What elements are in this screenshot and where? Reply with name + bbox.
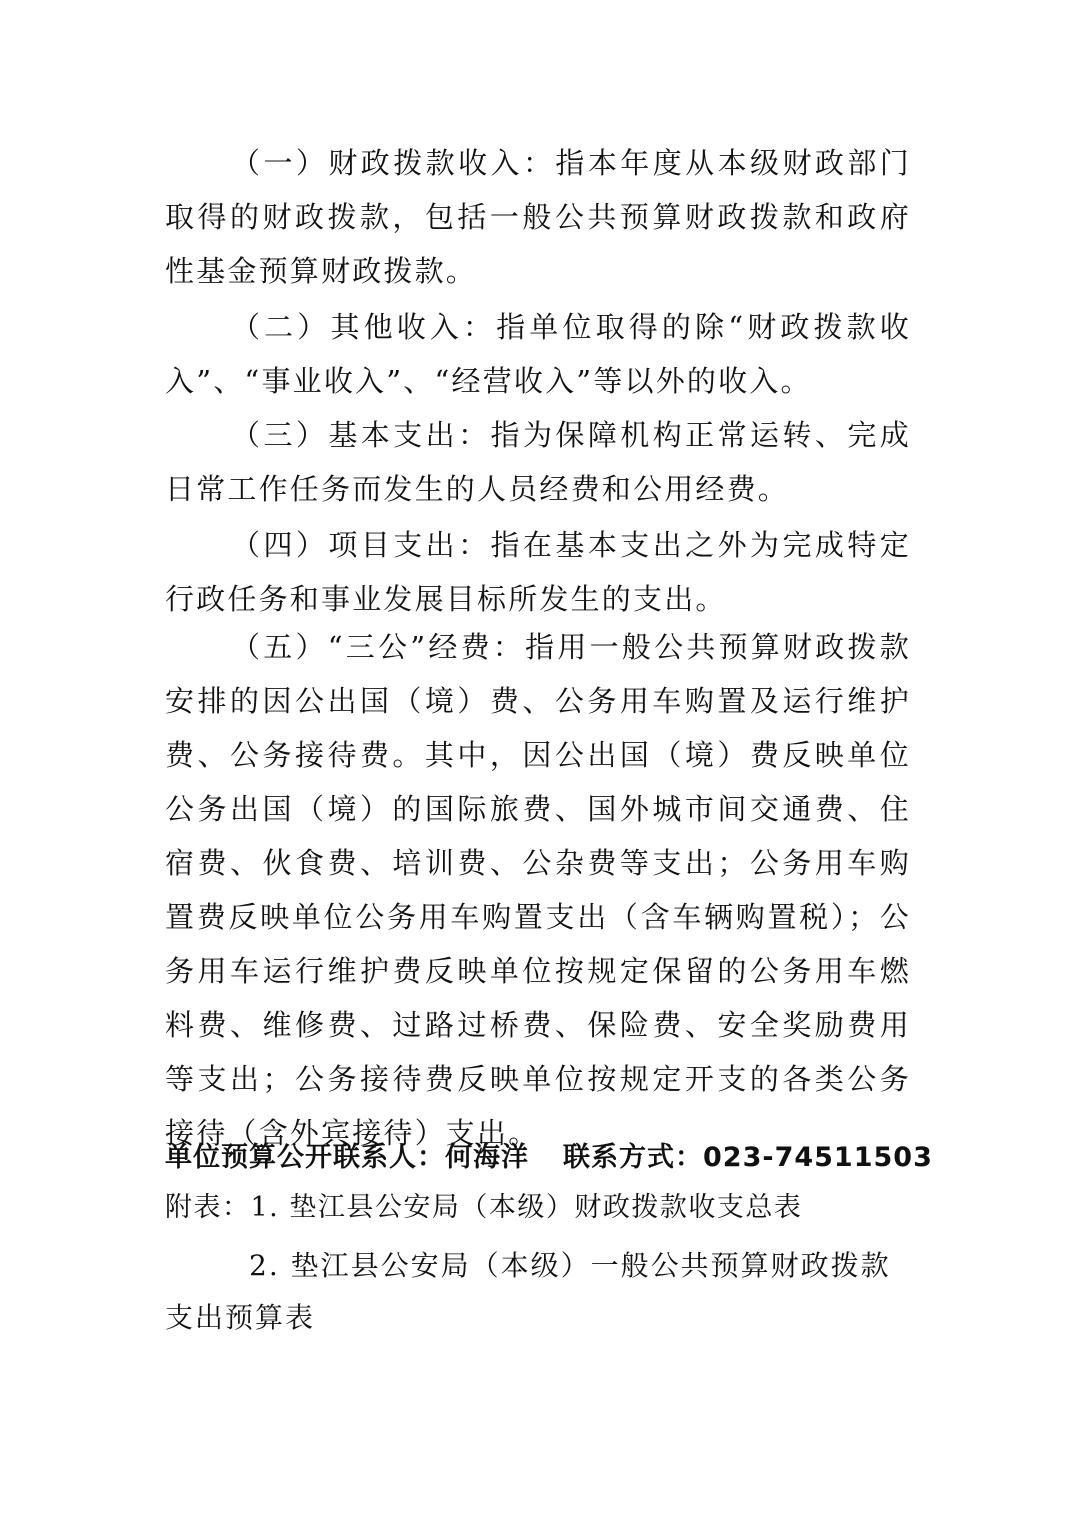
paragraph-three-public-expenses: （五）“三公”经费：指用一般公共预算财政拨款安排的因公出国（境）费、公务用车购置及运行维护费、公务接待费。其中，因公出国（境）费反映单位公务出国（境）的国际旅费、国外城市间交通费、住宿费、伙食费、培训费、公杂费等支出；公务用车购置费反映单位公务用车购置支出（含车辆购置税）；公务用车运行维护费反映单位按规定保留的公务用车燃料费、维修费、过路过桥费、保险费、安全奖励费用等支出；公务接待费反映单位按规定开支的各类公务接待（含外宾接待）支出。 — [165, 630, 911, 1150]
contact-phone: 联系方式：023-74511503 — [563, 1142, 933, 1173]
attachment-item-1: 附表：1. 垫江县公安局（本级）财政拨款收支总表 — [165, 1192, 803, 1223]
paragraph-other-income: （二）其他收入：指单位取得的除“财政拨款收入”、“事业收入”、“经营收入”等以外的收入。 — [165, 310, 911, 398]
paragraph-basic-expenditure: （三）基本支出：指为保障机构正常运转、完成日常工作任务而发生的人员经费和公用经费。 — [165, 418, 911, 506]
paragraph-fiscal-appropriation-income: （一）财政拨款收入：指本年度从本级财政部门取得的财政拨款，包括一般公共预算财政拨款和政府性基金预算财政拨款。 — [165, 146, 911, 288]
attachment-item-2: 2. 垫江县公安局（本级）一般公共预算财政拨款支出预算表 — [165, 1249, 891, 1334]
contact-person: 单位预算公开联系人：何海洋 — [165, 1142, 529, 1173]
paragraph-project-expenditure: （四）项目支出：指在基本支出之外为完成特定行政任务和事业发展目标所发生的支出。 — [165, 528, 911, 616]
contact-line — [165, 1136, 933, 1180]
